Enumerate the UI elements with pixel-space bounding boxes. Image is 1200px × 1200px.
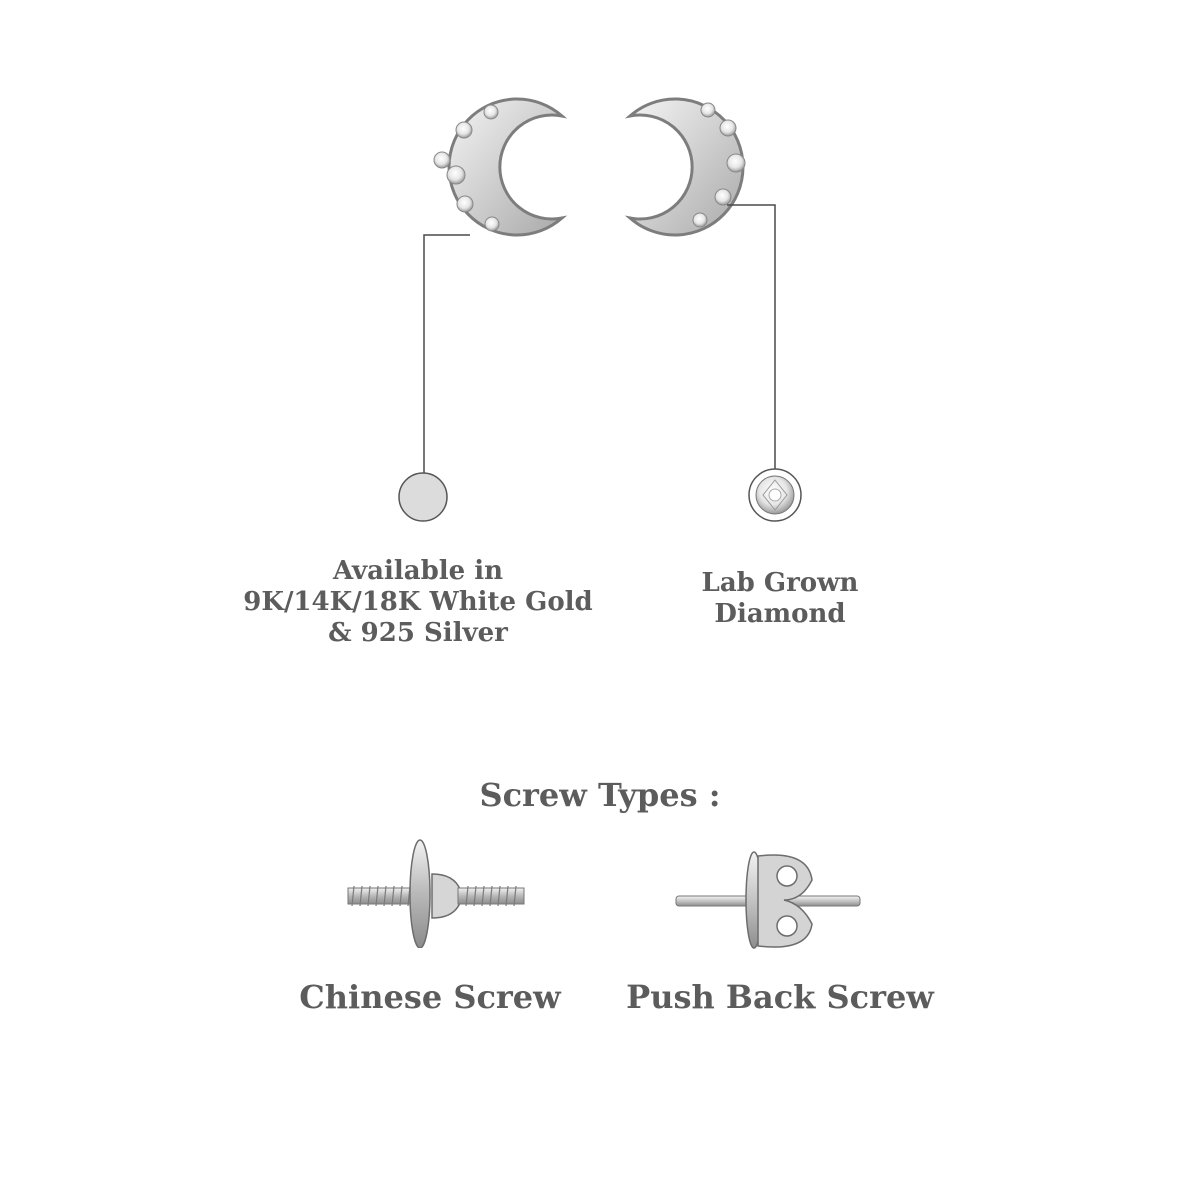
push-back-screw-label: Push Back Screw	[626, 978, 934, 1016]
stone-label-line1: Lab Grown	[701, 568, 859, 598]
chinese-screw-image	[340, 838, 530, 948]
material-leader-line	[424, 235, 470, 474]
right-crescent-earring	[630, 99, 745, 235]
material-label-line2: 9K/14K/18K White Gold	[243, 587, 593, 617]
stone-leader-line	[727, 205, 775, 469]
screw-types-title: Screw Types :	[479, 776, 721, 814]
metal-swatch	[399, 473, 447, 521]
stone-label	[660, 568, 900, 630]
left-crescent-earring	[434, 99, 562, 235]
material-label-line1: Available in	[332, 556, 504, 586]
stone-label-line2: Diamond	[714, 599, 846, 629]
push-back-screw-image	[672, 850, 864, 960]
material-label-line3: & 925 Silver	[328, 618, 508, 648]
chinese-screw-label: Chinese Screw	[299, 978, 561, 1016]
diamond-swatch	[749, 469, 801, 521]
material-label	[238, 556, 598, 649]
earring-diagram	[0, 0, 1200, 560]
